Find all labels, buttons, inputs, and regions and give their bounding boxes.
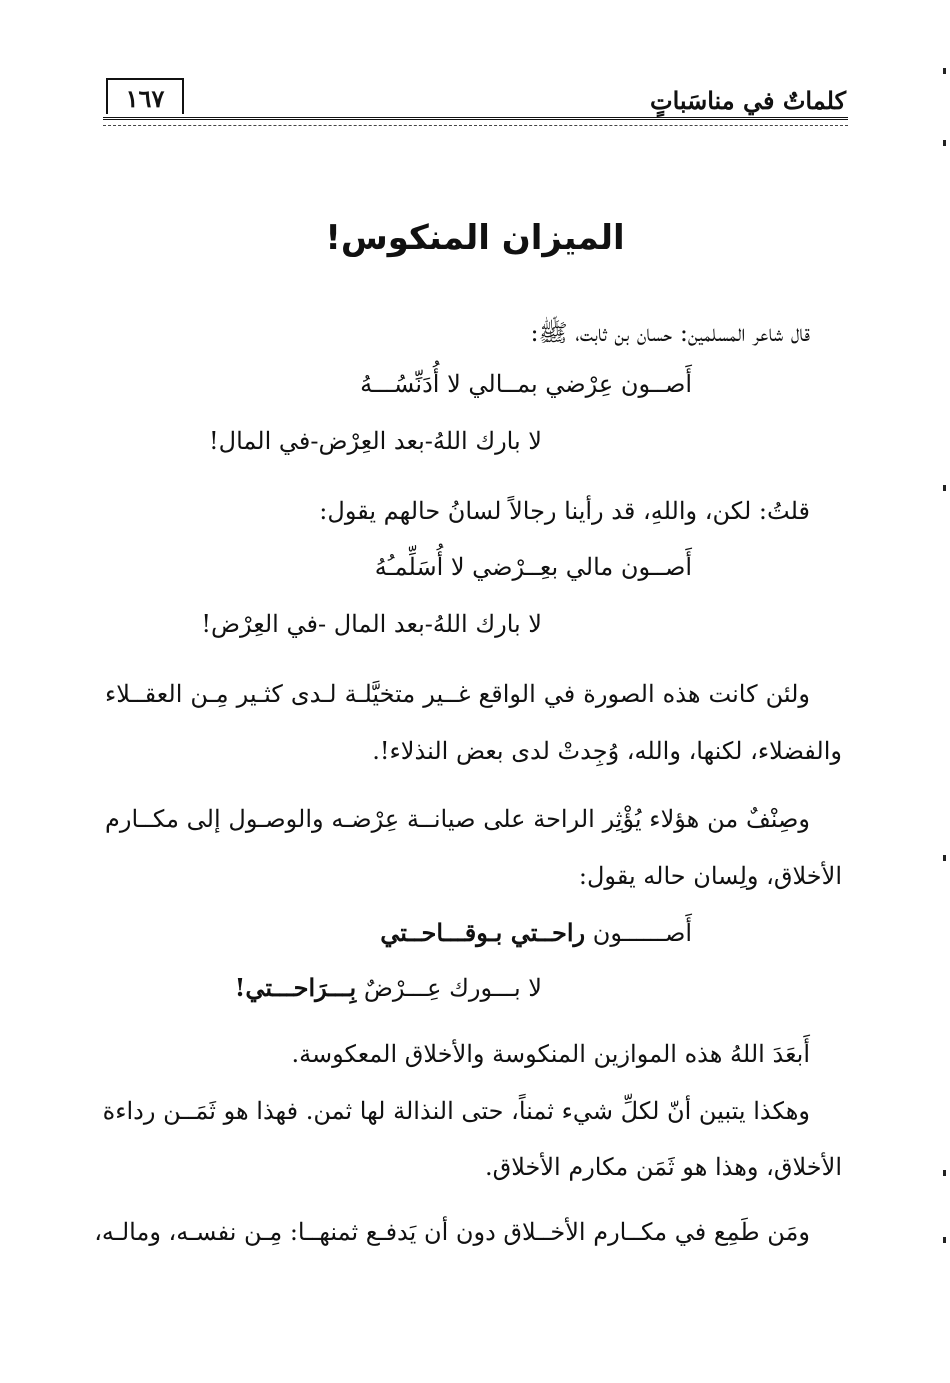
- header-rule: [103, 117, 848, 120]
- verse-line: أَصــون مالي بعِــرْضي لا أُسَلِّمـُهُ: [374, 553, 692, 581]
- text-line: أَبعَدَ اللهُ هذه الموازين المنكوسة والأخلاق المعكوسة.: [291, 1040, 810, 1068]
- margin-mark: [943, 1237, 946, 1243]
- chapter-title: الميزان المنكوس!: [325, 218, 625, 258]
- running-header: [100, 78, 846, 120]
- verse-line: لا بارك اللهُ-بعد العِرْض-في المال!: [209, 427, 542, 455]
- margin-mark: [943, 485, 946, 491]
- verse-bold-phrase: راحــتي بـوقـــاحــتي: [380, 918, 586, 947]
- margin-mark: [943, 855, 946, 861]
- verse-line: [235, 973, 542, 1002]
- text-line: قال شاعر المسلمين: حسان بن ثابت، ﷺ:: [530, 319, 810, 347]
- verse-phrase: لا بـــورك عِـــرْضٌ: [363, 974, 542, 1002]
- page-number: ١٦٧: [106, 78, 184, 114]
- text-line: وصِنْفٌ من هؤلاء يُؤْثِر الراحة على صيانــة عِرْضـه والوصـول إلى مكــارم: [105, 805, 810, 833]
- text-line: والفضلاء، لكنها، والله، وُجِدتْ لدى بعض النذلاء!.: [372, 737, 842, 765]
- header-rule-dashed: [103, 125, 848, 126]
- verse-line: [380, 918, 692, 947]
- verse-word: أَصــــــون: [592, 919, 692, 947]
- text-line: ولئن كانت هذه الصورة في الواقع غــير متخيَّلـة لـدى كثـير مِـن العقــلاء: [105, 680, 810, 708]
- margin-mark: [943, 140, 946, 146]
- verse-bold-phrase: بِـــرَاحـــتي!: [234, 973, 357, 1002]
- running-title: كلماتٌ في مناسَباتٍ: [649, 86, 846, 115]
- text-line: ومَن طَمِع في مكــارم الأخــلاق دون أن يَدفـع ثمنهــا: مِـن نفسـه، ومالـه،: [94, 1218, 810, 1246]
- text-line: الأخلاق، ولِسان حاله يقول:: [578, 862, 842, 890]
- verse-line: أَصــون عِرْضي بمــالي لا أُدَنِّسُـــهُ: [360, 370, 692, 398]
- text-line: قلتُ: لكن، واللهِ، قد رأينا رجالاً لسانُ حالهم يقول:: [319, 497, 810, 525]
- verse-line: لا بارك اللهُ-بعد المال -في العِرْض!: [201, 610, 542, 638]
- text-line: الأخلاق، وهذا هو ثَمَن مكارم الأخلاق.: [484, 1153, 842, 1181]
- text-line: وهكذا يتبين أنّ لكلِّ شيء ثمناً، حتى النذالة لها ثمن. فهذا هو ثَمَــن رداءة: [102, 1097, 810, 1125]
- margin-mark: [943, 1170, 946, 1176]
- margin-mark: [943, 68, 946, 74]
